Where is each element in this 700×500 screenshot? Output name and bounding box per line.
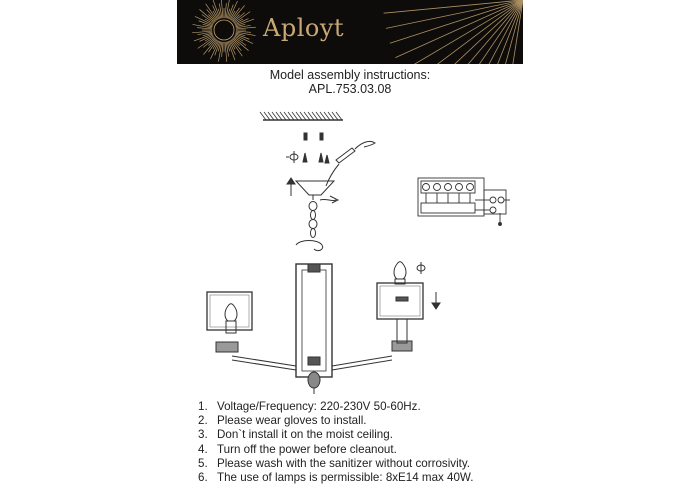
instruction-item xyxy=(198,428,473,442)
ceiling-canopy xyxy=(296,181,338,203)
instruction-list xyxy=(198,400,473,485)
instruction-item xyxy=(198,400,473,414)
screw-icon xyxy=(303,133,329,163)
ceiling-hatch-icon xyxy=(260,112,343,120)
instruction-text: Voltage/Frequency: 220-230V 50-60Hz. xyxy=(217,400,421,413)
central-frame xyxy=(296,264,332,394)
screwdriver-icon xyxy=(326,141,375,186)
instruction-text: Don`t install it on the moist ceiling. xyxy=(217,428,393,442)
lamp-shade-icon xyxy=(207,292,252,330)
instruction-text: Please wash with the sanitizer without corrosivity. xyxy=(217,456,471,470)
bulb-icon xyxy=(225,304,237,333)
instruction-text: The use of lamps is permissible: 8xE14 max 40W. xyxy=(217,471,474,485)
instruction-number: 3. xyxy=(198,428,208,442)
rotate-icon xyxy=(417,262,425,274)
lamp-shade-icon xyxy=(377,283,423,343)
rotate-icon xyxy=(286,151,298,163)
down-arrow-icon xyxy=(432,292,440,309)
instruction-number: 4. xyxy=(198,442,208,456)
up-arrow-icon xyxy=(287,178,295,196)
model-number: APL.753.03.08 xyxy=(308,82,392,96)
terminal-block-icon xyxy=(418,178,510,226)
instruction-number: 1. xyxy=(198,400,208,413)
bulb-icon xyxy=(394,262,406,284)
lamp-arm-left xyxy=(216,342,296,370)
instruction-number: 5. xyxy=(198,456,208,470)
instruction-text: Please wear gloves to install. xyxy=(217,414,367,428)
instruction-text: Turn off the power before cleanout. xyxy=(217,442,397,456)
brand-logo-text: Aployt xyxy=(263,14,345,42)
instruction-number: 2. xyxy=(198,414,208,428)
instruction-item xyxy=(198,443,473,457)
instruction-number: 6. xyxy=(198,471,208,485)
instruction-item xyxy=(198,457,473,471)
hook-icon xyxy=(296,241,323,251)
lamp-arm-right xyxy=(332,341,412,370)
instruction-item xyxy=(198,471,473,485)
page-title: Model assembly instructions: xyxy=(269,68,431,82)
instruction-item xyxy=(198,414,473,428)
chain-icon xyxy=(309,202,317,238)
